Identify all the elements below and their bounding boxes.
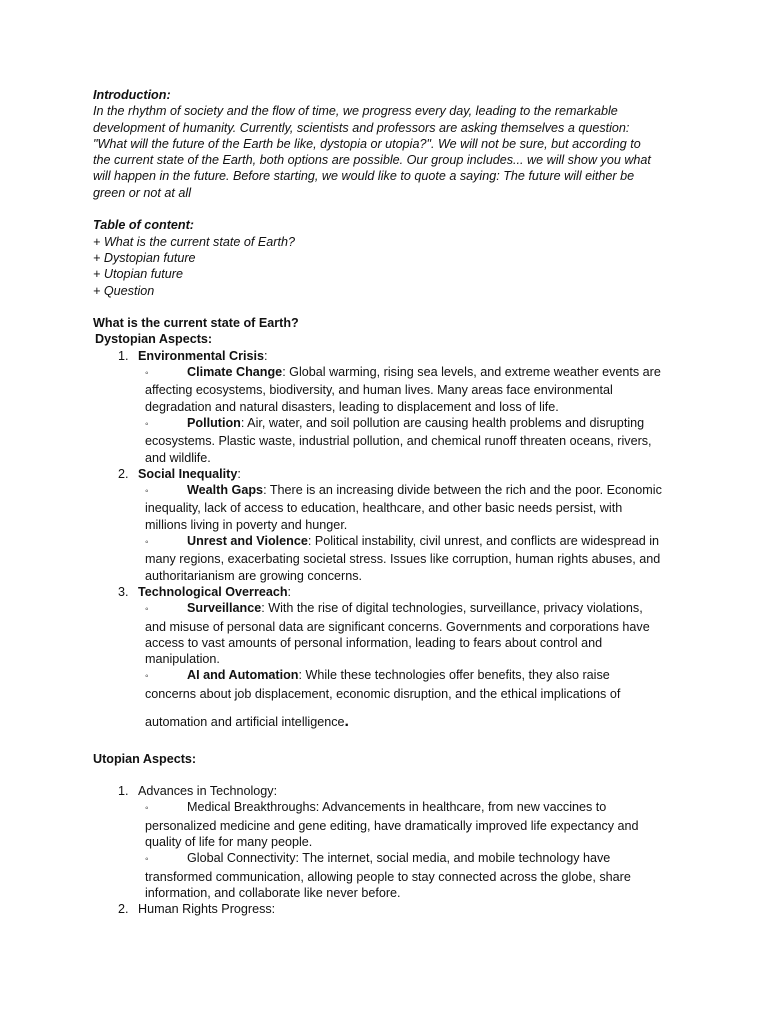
item-text: authoritarianism are growing concerns. xyxy=(145,568,362,583)
item-term: Pollution xyxy=(187,415,241,430)
intro-line: "What will the future of the Earth be like, dystopia or utopia?". We will not be sure, but according to xyxy=(93,136,641,151)
current-state-heading: What is the current state of Earth? xyxy=(93,316,299,331)
bullet-item: ◦ Global Connectivity: The internet, social media, and mobile technology have xyxy=(93,850,683,868)
bullet-icon: ◦ xyxy=(145,671,149,683)
section-number: 3. xyxy=(118,584,129,599)
item-text: affecting ecosystems, biodiversity, and human lives. Many areas face environmental xyxy=(145,383,613,398)
item-text: concerns about job displacement, economic disruption, and the ethical implications of xyxy=(145,686,621,701)
section-human-rights-progress xyxy=(93,901,683,917)
item-text: information, and collaborate like never before. xyxy=(145,885,401,900)
item-text: degradation and natural disasters, leading to displacement and loss of life. xyxy=(145,399,559,414)
item-term: Surveillance xyxy=(187,601,262,616)
intro-line: development of humanity. Currently, scientists and professors are asking themselves a question: xyxy=(93,120,630,135)
bullet-icon: ◦ xyxy=(145,604,149,616)
item-term: AI and Automation xyxy=(187,668,299,683)
bullet-icon: ◦ xyxy=(145,418,149,430)
bullet-item: ◦ AI and Automation: While these technologies offer benefits, they also raise xyxy=(93,667,683,685)
item-text: inequality, lack of access to education, healthcare, and other basic needs persist, with xyxy=(145,501,623,516)
bullet-icon: ◦ xyxy=(145,803,149,815)
item-text: many regions, exacerbating societal stress. Issues like corruption, human rights abuses, and xyxy=(145,552,661,567)
bullet-icon: ◦ xyxy=(145,537,149,549)
bullet-icon: ◦ xyxy=(145,368,149,380)
bullet-item: ◦ Medical Breakthroughs: Advancements in healthcare, from new vaccines to xyxy=(93,799,683,817)
section-number: 1. xyxy=(118,784,129,799)
toc-item: + What is the current state of Earth? xyxy=(93,234,295,249)
section-number: 1. xyxy=(118,348,129,363)
bullet-item: ◦ Surveillance: With the rise of digital technologies, surveillance, privacy violations, xyxy=(93,600,683,618)
dystopian-heading: Dystopian Aspects: xyxy=(95,332,213,347)
section-title: Technological Overreach xyxy=(138,584,288,599)
section-title: Social Inequality xyxy=(138,466,238,481)
item-term: Unrest and Violence xyxy=(187,534,308,549)
item-text: manipulation. xyxy=(145,652,220,667)
intro-line: the current state of the Earth, both options are possible. Our group includes... we will show you what xyxy=(93,153,651,168)
item-term: Climate Change xyxy=(187,365,283,380)
item-text: ecosystems. Plastic waste, industrial pollution, and chemical runoff threaten oceans, rivers, xyxy=(145,434,652,449)
intro-line: will happen in the future. Before starting, we would like to quote a saying: The future will either be xyxy=(93,169,635,184)
bullet-icon: ◦ xyxy=(145,854,149,866)
bullet-item: ◦ Unrest and Violence: Political instability, civil unrest, and conflicts are widespread in xyxy=(93,533,683,551)
bullet-item: ◦ Climate Change: Global warming, rising sea levels, and extreme weather events are xyxy=(93,364,683,382)
section-advances-in-technology xyxy=(93,783,683,799)
document-body xyxy=(93,87,683,918)
intro-heading: Introduction: xyxy=(93,88,171,102)
section-title: Human Rights Progress: xyxy=(138,902,276,917)
item-text: transformed communication, allowing people to stay connected across the globe, share xyxy=(145,869,631,884)
section-title: Advances in Technology: xyxy=(138,784,278,799)
section-social-inequality: 2. Social Inequality: xyxy=(118,466,241,481)
section-number: 2. xyxy=(118,466,129,481)
toc-item: + Utopian future xyxy=(93,267,183,282)
toc-item: + Question xyxy=(93,283,155,298)
bullet-item: ◦ Pollution: Air, water, and soil pollution are causing health problems and disrupting xyxy=(93,415,683,433)
item-text: and misuse of personal data are significant concerns. Governments and corporations have xyxy=(145,619,650,634)
item-term: Wealth Gaps xyxy=(187,483,264,498)
item-text: personalized medicine and gene editing, have dramatically improved life expectancy and xyxy=(145,818,639,833)
bullet-item: ◦ Wealth Gaps: There is an increasing divide between the rich and the poor. Economic xyxy=(93,482,683,500)
bullet-icon: ◦ xyxy=(145,486,149,498)
section-number: 2. xyxy=(118,902,129,917)
intro-line: In the rhythm of society and the flow of time, we progress every day, leading to the remarkable xyxy=(93,104,618,119)
item-text: and wildlife. xyxy=(145,450,211,465)
item-text: millions living in poverty and hunger. xyxy=(145,517,348,532)
section-title: Environmental Crisis xyxy=(138,348,264,363)
section-environmental-crisis: 1. Environmental Crisis: xyxy=(118,348,268,363)
intro-line: green or not at all xyxy=(93,185,192,200)
utopian-heading: Utopian Aspects: xyxy=(93,751,197,766)
toc-item: + Dystopian future xyxy=(93,250,196,265)
item-text: quality of life for many people. xyxy=(145,835,313,850)
item-text: access to vast amounts of personal information, leading to fears about control and xyxy=(145,635,603,650)
item-text: automation and artificial intelligence. xyxy=(145,712,349,730)
toc-heading: Table of content: xyxy=(93,218,194,233)
section-technological-overreach: 3. Technological Overreach: xyxy=(118,584,292,599)
